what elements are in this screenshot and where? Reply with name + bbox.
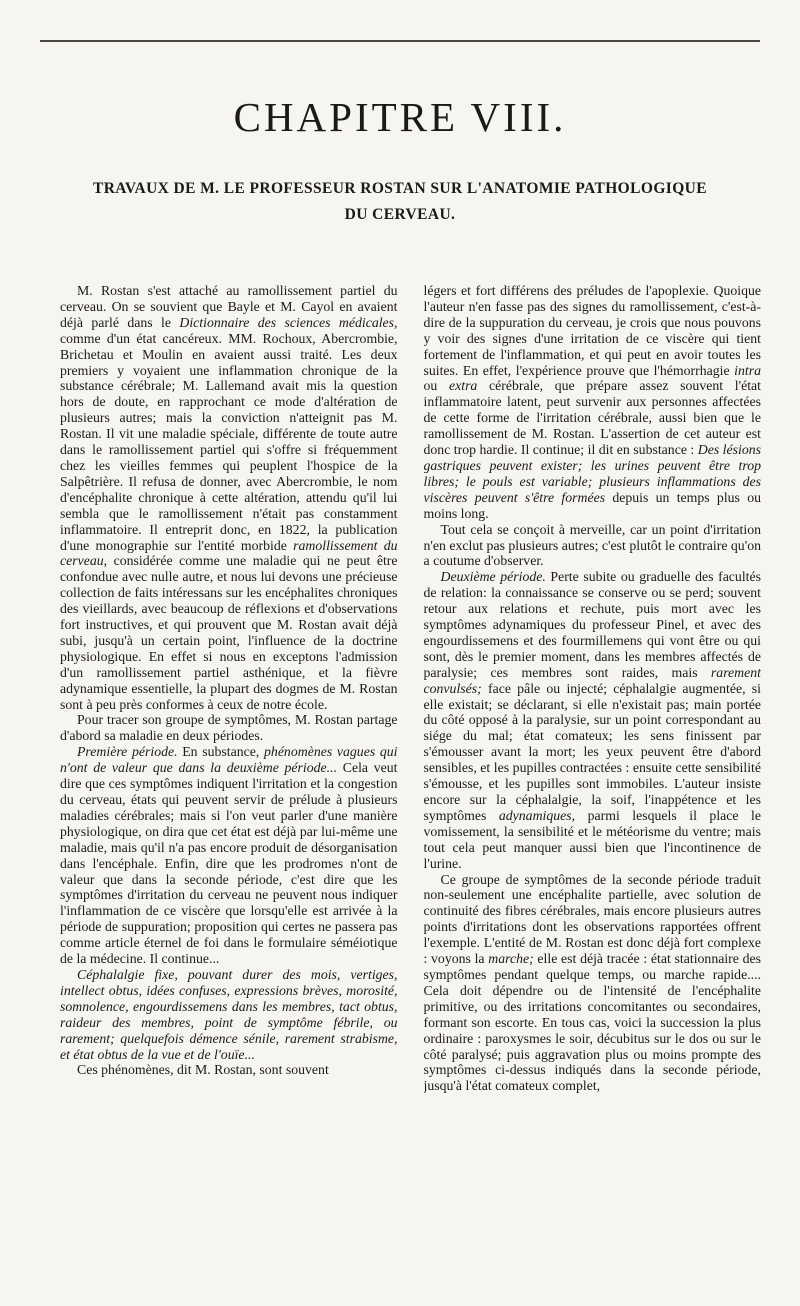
top-rule (40, 40, 760, 42)
paragraph: Ce groupe de symptômes de la seconde période traduit non-seulement une encéphalite partielle, avec solution de continuité des fibres cérébrales, mais encore plusieurs autres points d'irritations dont les observations rapportées offrent l'exemple. L'entité de M. Rostan est donc déjà fort complexe : voyons la marche; elle est déjà tracée : état stationnaire des symptômes pendant quelque temps, ou marche rapide.... Cela doit dépendre ou de l'intensité de l'encéphalite primitive, ou des irritations concomitantes ou secondaires, formant son escorte. En tous cas, voici la succession la plus ordinaire : paroxysmes le soir, décubitus sur le dos ou sur le côté paralysé; puis aggravation plus ou moins prompte des symptômes ci-dessus indiqués dans la seconde période, jusqu'à l'état comateux complet, (423, 871, 761, 1094)
right-column (424, 283, 762, 1288)
paragraph: Deuxième période. Perte subite ou graduelle des facultés de relation: la connaissance se conserve ou se perd; souvent retour aux relations et rechute, puis mort avec les symptômes adynamiques du professeur Pinel, et avec des engourdissemens et des fourmillemens qui vont être ou qui sont, dès le premier moment, dans les membres affectés de paralysie; ces membres sont raides, mais rarement convulsés; face pâle ou injecté; céphalalgie augmentée, si elle existait; se déclarant, si elle n'existait pas; main portée du côté opposé à la paralysie, sur un point correspondant au siége du mal; état comateux; les sens finissent par s'émousser avant la mort; les yeux peuvent être d'abord sensibles, et les pupilles contractées : ensuite cette sensibilité s'émousse, et les pupilles sont immobiles. L'auteur insiste encore sur la céphalalgie, la soif, l'inappétence et les symptômes adynamiques, parmi lesquels il place le vomissement, la sensibilité et le météorisme du ventre; mais tout cela peut manquer aussi bien que l'incontinence de l'urine. (423, 569, 761, 871)
paragraph: Céphalalgie fixe, pouvant durer des mois, vertiges, intellect obtus, idées confuses, expressions brèves, morosité, somnolence, engourdissemens dans les membres, tact obtus, raideur des membres, point de symptôme fébrile, ou rarement; quelquefois démence sénile, rarement strabisme, et état obtus de la vue et de l'ouïe... (60, 966, 398, 1062)
paragraph: M. Rostan s'est attaché au ramollissement partiel du cerveau. On se souvient que Bayle et M. Cayol en avaient déjà parlé dans le Dictionnaire des sciences médicales, comme d'un état cancéreux. MM. Rochoux, Abercrombie, Brichetau et Moulin en avaient aussi traité. Les deux premiers y voyaient une inflammation chronique de la substance cérébrale; M. Lallemand avait mis la question hors de doute, en rapprochant ce mode d'altération de plusieurs autres; mais la conviction n'atteignit pas M. Rostan. Il vit une maladie spéciale, différente de toute autre dans le ramollissement partiel qui s'offre si fréquemment chez les vieilles femmes qui peuplent l'hospice de la Salpêtrière. Il refusa de donner, avec Abercrombie, le nom d'encéphalite chronique à cette altération, attendu qu'il lui sembla que le ramollissement n'était pas constamment inflammatoire. Il entreprit donc, en 1822, la publication d'une monographie sur l'entité morbide ramollissement du cerveau, considérée comme une maladie qui ne peut être confondue avec nulle autre, et nous lui devons une précieuse collection de faits intéressans sur les encéphalites chroniques des vieillards, avec beaucoup de réflexions et d'observations fort instructives, et qui prouvent que M. Rostan avait déjà subi, jusqu'à un certain point, l'influence de la doctrine physiologique. En effet si nous en exceptons l'admission d'un ramollissement partiel asthénique, et la fièvre adynamique essentielle, la plupart des dogmes de M. Rostan sont à peu près conformes à ceux de notre école. (60, 283, 398, 712)
chapter-heading: CHAPITRE VIII. (233, 94, 567, 141)
two-column-body (60, 283, 761, 1288)
chapter-title-line-2: DU CERVEAU. (344, 206, 456, 223)
chapter-title-line-1: TRAVAUX DE M. LE PROFESSEUR ROSTAN SUR L'ANATOMIE PATHOLOGIQUE (92, 180, 708, 197)
left-column (60, 283, 398, 1288)
paragraph: Première période. En substance, phénomènes vagues qui n'ont de valeur que dans la deuxième période... Cela veut dire que ces symptômes indiquent l'irritation et la congestion du cerveau, états qui peuvent servir de prélude à plusieurs maladies cérébrales; mais si l'on veut parler d'une manière physiologique, on dira que cet état est déjà par lui-même une maladie, mais qu'il n'a pas encore produit de désorganisation dans l'encéphale. Enfin, dire que les prodromes n'ont de valeur que dans la seconde période, c'est dire que les symptômes d'irritation du cerveau ne peuvent nous indiquer l'inflammation de ce viscère que lorsqu'elle est arrivée à la période de suppuration; proposition qui certes ne passera pas comme article éternel de foi dans le formulaire séméiotique de la médecine. Il continue... (60, 744, 398, 967)
paragraph: Pour tracer son groupe de symptômes, M. Rostan partage d'abord sa maladie en deux périodes. (60, 712, 398, 744)
paragraph: légers et fort différens des préludes de l'apoplexie. Quoique l'auteur n'en fasse pas des signes du ramollissement, c'est-à-dire de la suppuration du cerveau, je crois que nous pouvons y voir des signes d'une irritation de ce viscère qui tient fortement de l'inflammation, et qui peut en avoir toutes les suites. En effet, l'expérience prouve que l'hémorrhagie intra ou extra cérébrale, que prépare assez souvent l'état inflammatoire latent, peut survenir aux personnes affectées de cette forme de l'irritation cérébrale, aussi bien que le ramollissement de M. Rostan. L'assertion de cet auteur est donc trop hardie. Il continue; il dit en substance : Des lésions gastriques peuvent exister; les urines peuvent être trop libres; le pouls est variable; plusieurs inflammations des viscères peuvent s'être formées depuis un temps plus ou moins long. (423, 283, 761, 521)
paragraph: Ces phénomènes, dit M. Rostan, sont souvent (77, 1062, 329, 1078)
paragraph: Tout cela se conçoit à merveille, car un point d'irritation n'en exclut pas plusieurs autres; c'est plutôt le contraire qu'on a coutume d'observer. (423, 521, 761, 569)
chapter-title (40, 176, 760, 228)
